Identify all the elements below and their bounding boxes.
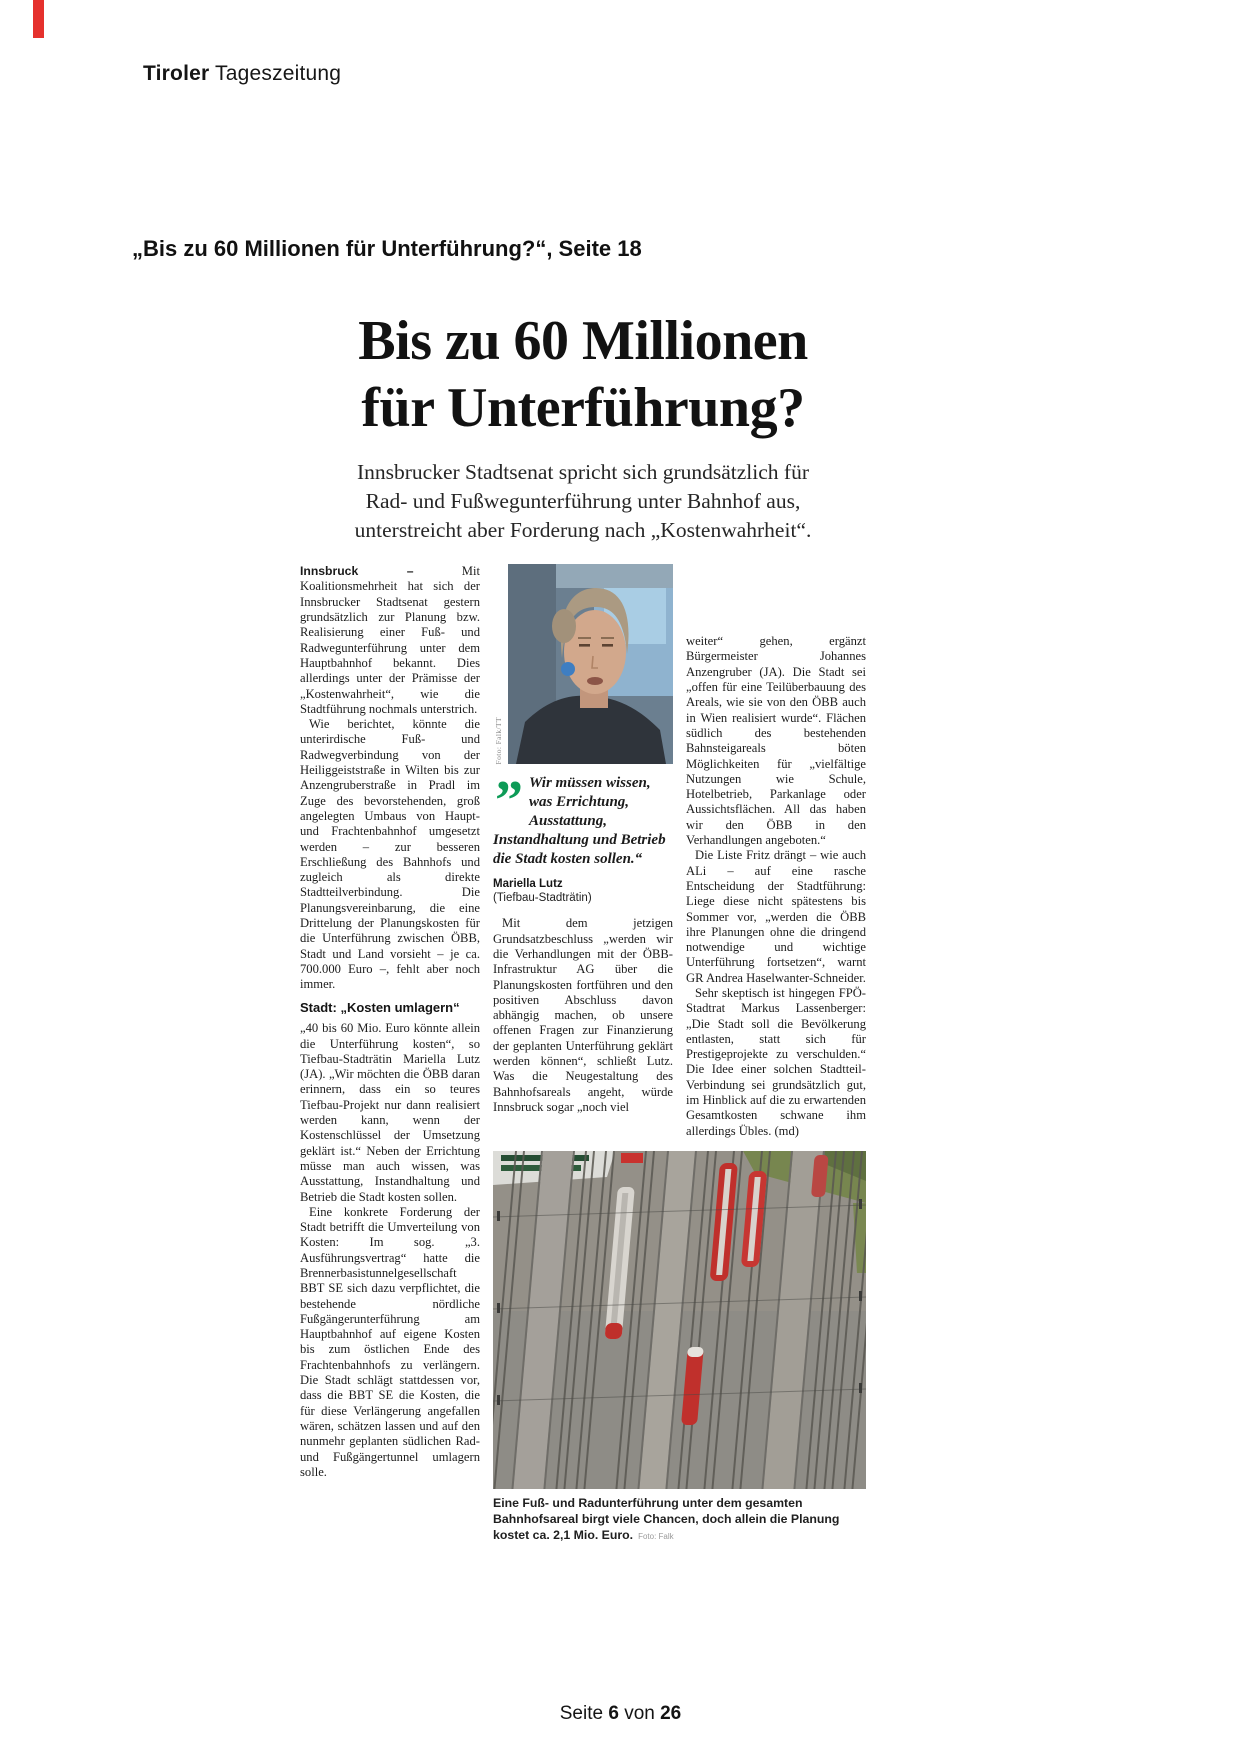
columns-2-3-wrapper xyxy=(493,564,866,1543)
paragraph: weiter“ gehen, ergänzt Bürgermeister Johannes Anzengruber (JA). Die Stadt sei „offen für eine Teilüberbauung des Areals, wie sie von den ÖBB auch in Wien realisiert wurde“. Flächen südlich des bestehenden Bahnsteigareals böten Möglichkeiten für „vielfältige Nutzungen wie Schule, Hotelbetrieb, Parkanlage oder Aussichtsflächen. All das haben wir den ÖBB in den Verhandlungen angeboten.“ xyxy=(686,634,866,848)
paragraph: Mit dem jetzigen Grundsatzbeschluss „werden wir die Verhandlungen mit der ÖBB-Infrastruktur AG über die Planungskosten fortführen und den positiven Abschluss davon abhängig machen, ob unsere offenen Fragen zur Finanzierung der geplanten Unterführung geklärt werden können“, schließt Lutz. Was die Neugestaltung des Bahnhofsareals angeht, würde Innsbruck sogar „noch viel xyxy=(493,916,673,1114)
page-footer xyxy=(0,1703,1241,1725)
column-2 xyxy=(493,564,673,1139)
annotation-mark xyxy=(33,0,44,38)
column-3 xyxy=(686,634,866,1139)
pull-quote xyxy=(493,770,673,869)
dateline-lead: Innsbruck – xyxy=(300,564,414,579)
headline-line-1: Bis zu 60 Millionen xyxy=(358,310,808,372)
photo-caption-text: Eine Fuß- und Radunterführung unter dem gesamten Bahnhofsareal birgt viele Chancen, doch allein die Planung kostet ca. 2,1 Mio. Euro. xyxy=(493,1495,840,1543)
footer-total-pages: 26 xyxy=(660,1703,682,1724)
masthead-brand-bold: Tiroler xyxy=(143,62,210,85)
article-subheadline: Innsbrucker Stadtsenat spricht sich grundsätzlich für Rad- und Fußwegunterführung unter Bahnhof aus, unterstreicht aber Forderung nach „Kostenwahrheit“. xyxy=(354,460,812,542)
footer-page-number: 6 xyxy=(608,1703,619,1724)
quote-marks-icon: ” xyxy=(495,770,523,833)
footer-prefix: Seite xyxy=(559,1703,604,1724)
trainyard-photo xyxy=(493,1151,866,1489)
article-reference-heading: „Bis zu 60 Millionen für Unterführung?“, Seite 18 xyxy=(132,236,642,261)
quote-author-role: (Tiefbau-Stadträtin) xyxy=(493,892,592,905)
column-1 xyxy=(300,564,480,1543)
footer-separator: von xyxy=(624,1703,655,1724)
article-clipping xyxy=(300,308,866,1544)
paragraph: Eine konkrete Forderung der Stadt betrifft die Umverteilung von Kosten: Im sog. „3. Ausführungsvertrag“ hatte die Brennerbasistunnelgesellschaft BBT SE sich dazu verpflichtet, die bestehende nördliche Fußgängerunterführung am Hauptbahnhof auf eigene Kosten bis zum östlichen Ende des Frachtenbahnhofs zu verlängern. Die Stadt schlägt stattdessen vor, dass die BBT SE die Kosten, die für diese Verlängerung angefallen wären, schätzen lassen und auf den nunmehr geplanten südlichen Rad- und Fußgängertunnel umlagern solle. xyxy=(300,1204,480,1479)
paragraph-text: Mit Koalitionsmehrheit hat sich der Innsbrucker Stadtsenat gestern grundsätzlich zur Planung bzw. Realisierung einer Fuß- und Radwegunterführung unter dem Hauptbahnhof bekannt. Dies allerdings unter der Prämisse der „Kostenwahrheit“, wie die Stadtführung nochmals unterstrich. xyxy=(300,564,480,716)
article-columns xyxy=(300,564,866,1543)
headline-line-2: für Unterführung? xyxy=(361,377,805,440)
paragraph: „40 bis 60 Mio. Euro könnte allein die Unterführung kosten“, so Tiefbau-Stadträtin Mariella Lutz (JA). „Wir möchten die ÖBB daran erinnern, dass ein so teures Tiefbau-Projekt nur dann realisiert werden kann, wenn der Kostenschlüssel der Umsetzung geklärt ist.“ Neben der Errichtung müsse man auch wissen, was Ausstattung, Instandhaltung und Betrieb die Stadt kosten sollen. xyxy=(300,1021,480,1204)
photo-caption xyxy=(493,1495,866,1544)
masthead-brand-regular: Tageszeitung xyxy=(215,62,342,85)
paragraph: Sehr skeptisch ist hingegen FPÖ-Stadtrat Markus Lassenberger: „Die Stadt soll die Bevölkerung entlasten, statt sich für Prestigeprojekte zu verschulden.“ Die Idee einer solchen Stadtteil-Verbindung sei grundsätzlich gut, im Hinblick auf die zu erwartenden Gesamtkosten schwane ihm allerdings Übles. (md) xyxy=(686,985,866,1138)
photo-caption-credit: Foto: Falk xyxy=(638,1532,674,1542)
portrait-photo-mariella-lutz xyxy=(493,564,673,764)
quote-attribution xyxy=(493,878,673,906)
pull-quote-text: Wir müssen wissen, was Errichtung, Ausstattung, Instandhaltung und Betrieb die Stadt kosten sollen.“ xyxy=(493,775,666,868)
portrait-photo-image xyxy=(508,564,673,764)
quote-author-name: Mariella Lutz xyxy=(493,878,563,891)
paragraph xyxy=(300,564,480,717)
article-headline xyxy=(300,308,866,442)
portrait-photo-credit: Foto: Falk/TT xyxy=(494,716,503,765)
paragraph: Wie berichtet, könnte die unterirdische Fuß- und Radwegverbindung von der Heiliggeiststraße in Wilten bis zur Anzengruberstraße in Pradl im Zuge des bevorstehenden, groß angelegten Umbaus von Haupt- und Frachtenbahnhof umgesetzt werden – zur besseren Erschließung des Bahnhofs und zugleich als direkte Stadtteilverbindung. Die Planungsvereinbarung, die eine Drittelung der Planungskosten für die Unterführung zwischen ÖBB, Stadt und Land vorsieht – je ca. 700.000 Euro –, fehlt aber noch immer. xyxy=(300,717,480,992)
paragraph: Die Liste Fritz drängt – wie auch ALi – auf eine rasche Entscheidung der Stadtführung: Liege diese nicht spätestens bis Sommer vor, „werden die ÖBB ihre Planungen ohne die dringend notwendige und wichtige Unterführung fortsetzen“, warnt GR Andrea Haselwanter-Schneider. xyxy=(686,848,866,985)
columns-2-3 xyxy=(493,564,866,1139)
column-crosshead: Stadt: „Kosten umlagern“ xyxy=(300,1000,460,1016)
newspaper-masthead xyxy=(143,62,341,86)
trainyard-photo-image xyxy=(493,1151,866,1489)
